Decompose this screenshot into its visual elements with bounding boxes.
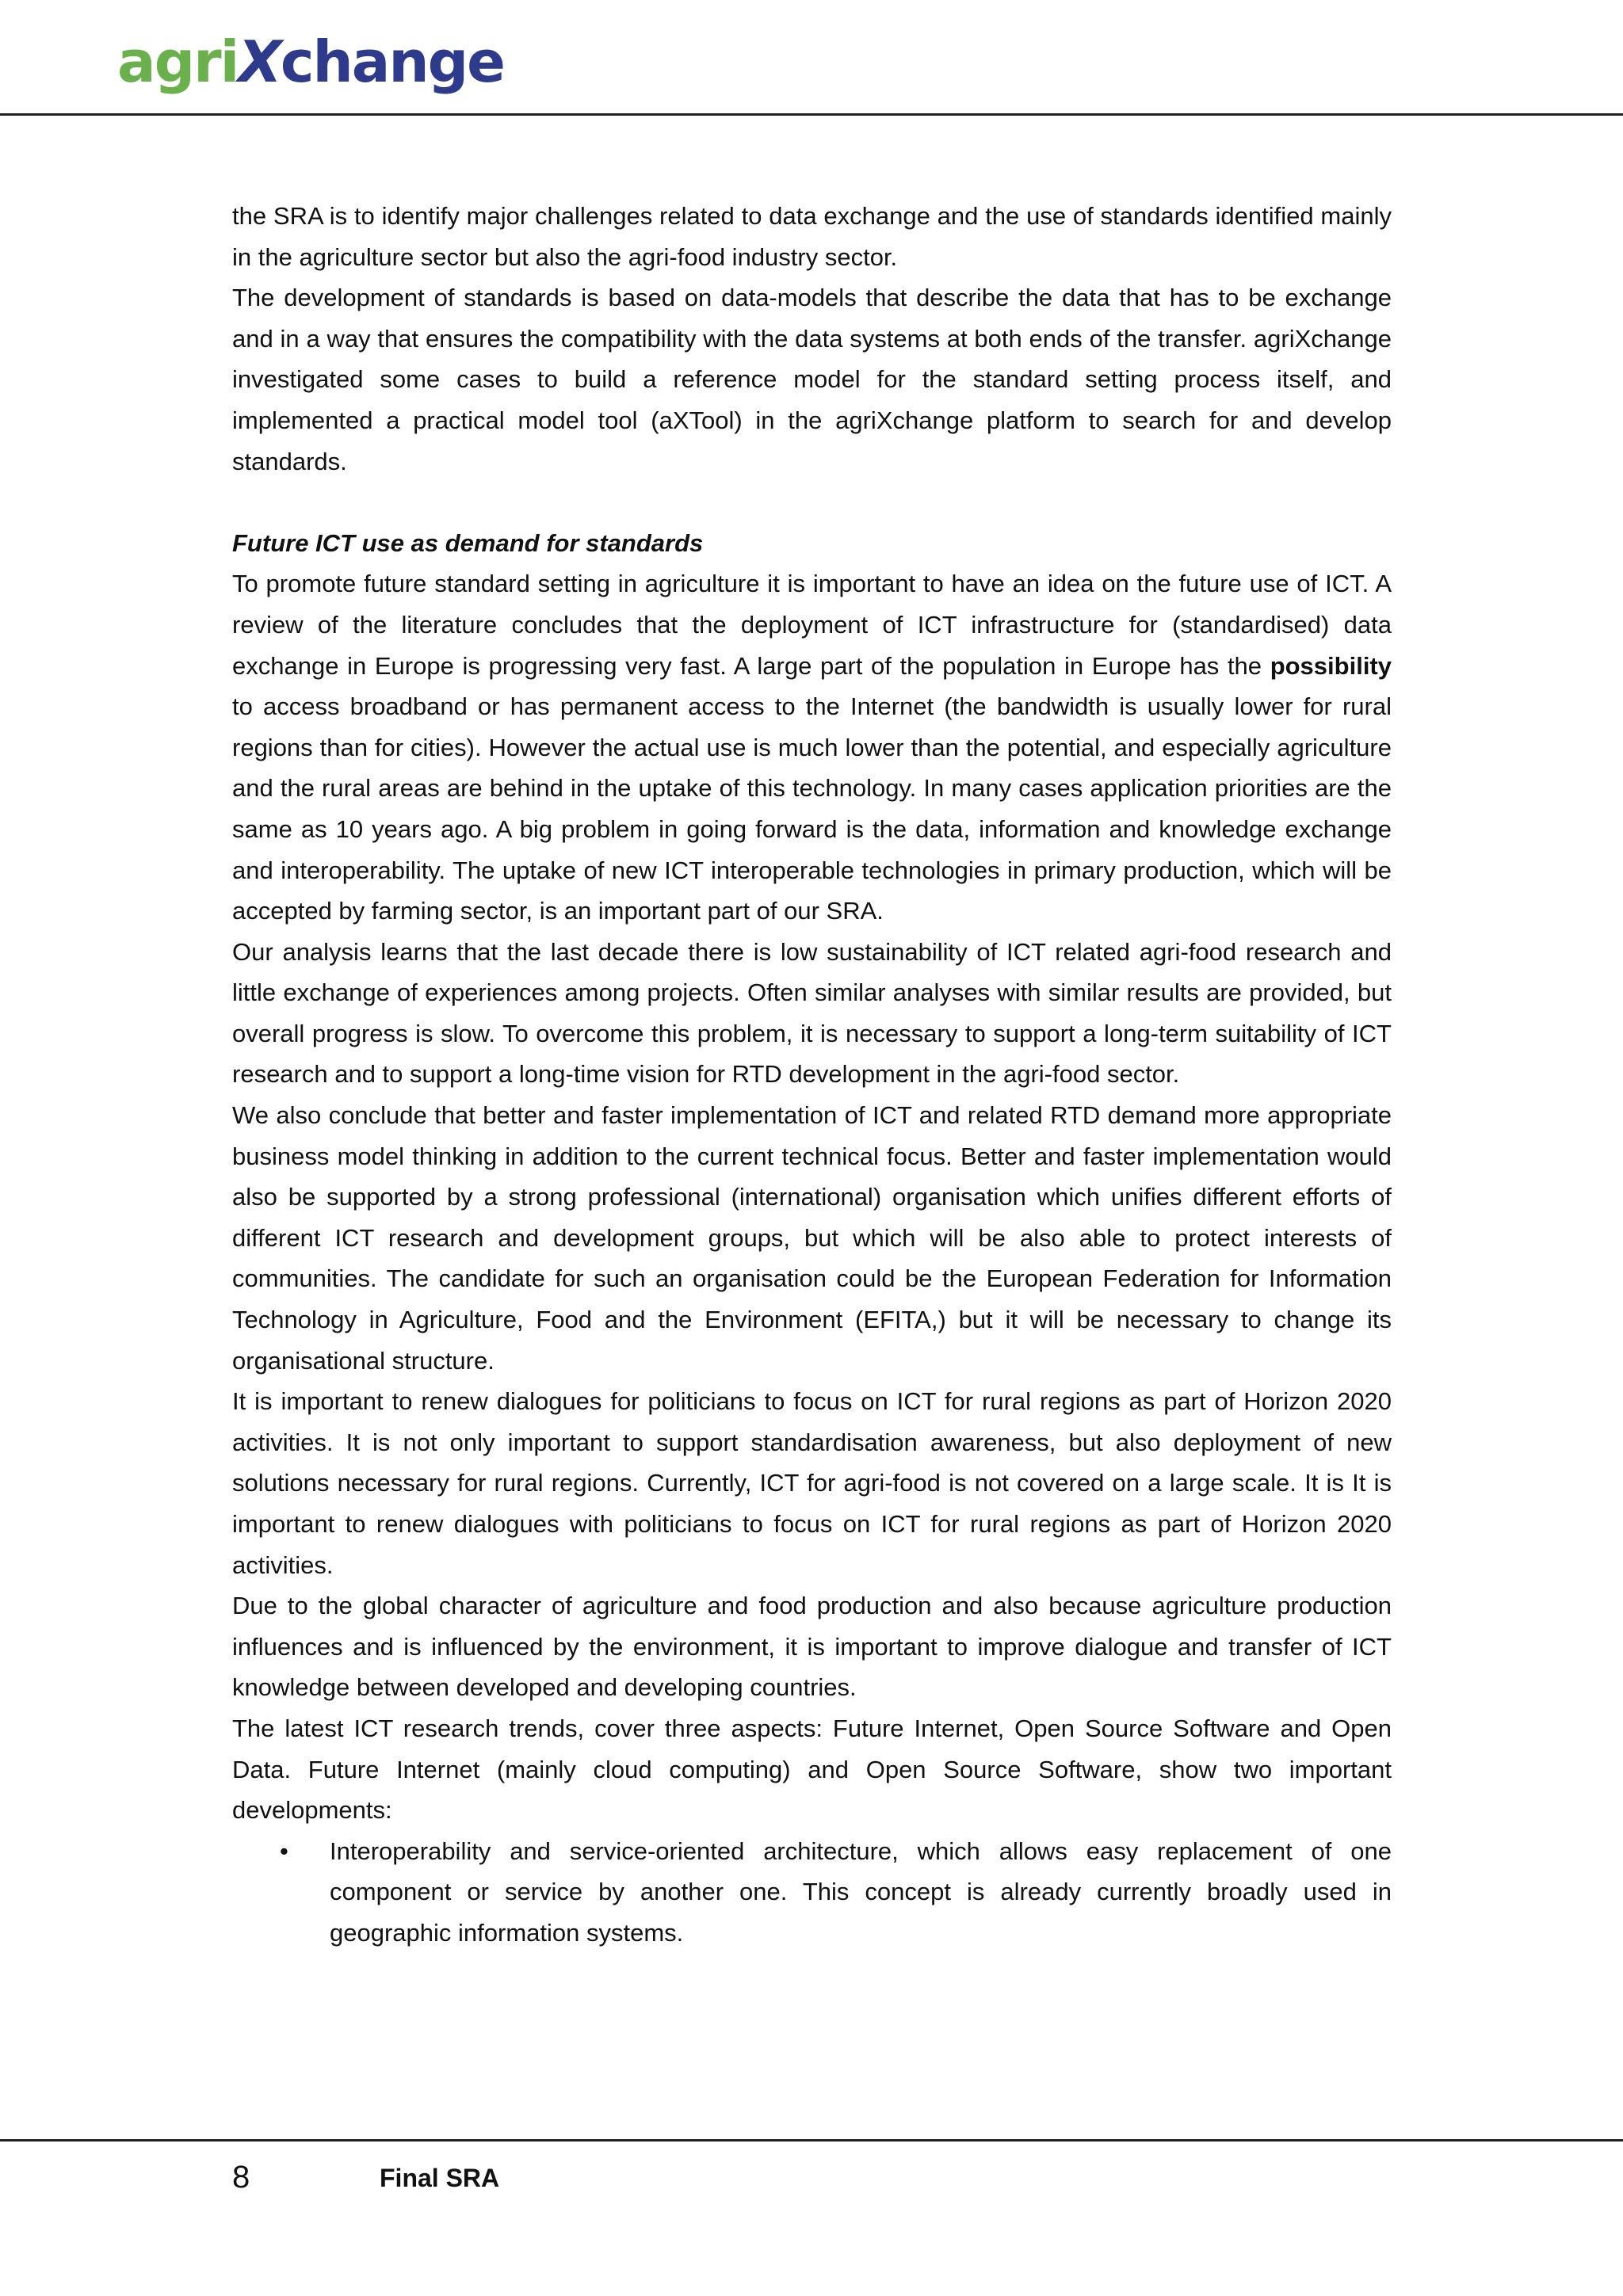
paragraph-1: the SRA is to identify major challenges related to data exchange and the use of standards identified mainly in the agriculture sector but also the agri-food industry sector. bbox=[232, 202, 1392, 271]
section-heading: Future ICT use as demand for standards bbox=[232, 528, 704, 557]
footer-rule bbox=[0, 2139, 1623, 2142]
emphasis-possibility: possibility bbox=[1270, 651, 1392, 680]
bullet-item: • Interoperability and service-oriented architecture, which allows easy replacement of one component or service by another one. This concept is already currently broadly used in geographic information systems. bbox=[232, 1831, 1392, 1954]
spacer bbox=[232, 482, 1392, 523]
paragraph-3: To promote future standard setting in agriculture it is important to have an idea on the future use of ICT. A review of the literature concludes that the deployment of ICT infrastructure for (standardised) data exchange in Europe is progressing very fast. A large part of the population in Europe has the possibility to access broadband or has permanent access to the Internet (the bandwidth is usually lower for rural regions than for cities). However the actual use is much lower than the potential, and especially agriculture and the rural areas are behind in the uptake of this technology. In many cases application priorities are the same as 10 years ago. A big problem in going forward is the data, information and knowledge exchange and interoperability. The uptake of new ICT interoperable technologies in primary production, which will be accepted by farming sector, is an important part of our SRA. bbox=[232, 570, 1392, 925]
main-content bbox=[232, 196, 1392, 1954]
paragraph-7: Due to the global character of agriculture and food production and also because agriculture production influences and is influenced by the environment, it is important to improve dialogue and transfer of ICT knowledge between developed and developing countries. bbox=[232, 1592, 1392, 1702]
bullet-list bbox=[232, 1831, 1392, 1954]
document-title: Final SRA bbox=[380, 2164, 500, 2192]
page-header bbox=[0, 0, 1623, 116]
bullet-icon: • bbox=[280, 1836, 288, 1865]
agrixchange-logo: agriXchange bbox=[117, 29, 504, 95]
paragraph-5: We also conclude that better and faster implementation of ICT and related RTD demand more appropriate business model thinking in addition to the current technical focus. Better and faster implementation would also be supported by a strong professional (international) organisation which unifies different efforts of different ICT research and development groups, but which will be also able to protect interests of communities. The candidate for such an organisation could be the European Federation for Information Technology in Agriculture, Food and the Environment (EFITA,) but it will be necessary to change its organisational structure. bbox=[232, 1101, 1392, 1375]
paragraph-4: Our analysis learns that the last decade there is low sustainability of ICT related agri-food research and little exchange of experiences among projects. Often similar analyses with similar results are provided, but overall progress is slow. To overcome this problem, it is necessary to support a long-term suitability of ICT research and to support a long-time vision for RTD development in the agri-food sector. bbox=[232, 937, 1392, 1089]
page-number: 8 bbox=[232, 2160, 250, 2195]
paragraph-6: It is important to renew dialogues for politicians to focus on ICT for rural regions as part of Horizon 2020 activities. It is not only important to support standardisation awareness, but also deployment of new solutions necessary for rural regions. Currently, ICT for agri-food is not covered on a large scale. It is It is important to renew dialogues with politicians to focus on ICT for rural regions as part of Horizon 2020 activities. bbox=[232, 1387, 1392, 1579]
paragraph-8: The latest ICT research trends, cover three aspects: Future Internet, Open Source Software and Open Data. Future Internet (mainly cloud computing) and Open Source Software, show two important developments: bbox=[232, 1714, 1392, 1825]
paragraph-2: The development of standards is based on data-models that describe the data that has to be exchange and in a way that ensures the compatibility with the data systems at both ends of the transfer. agriXchange investigated some cases to build a reference model for the standard setting process itself, and implemented a practical model tool (aXTool) in the agriXchange platform to search for and develop standards. bbox=[232, 284, 1392, 475]
